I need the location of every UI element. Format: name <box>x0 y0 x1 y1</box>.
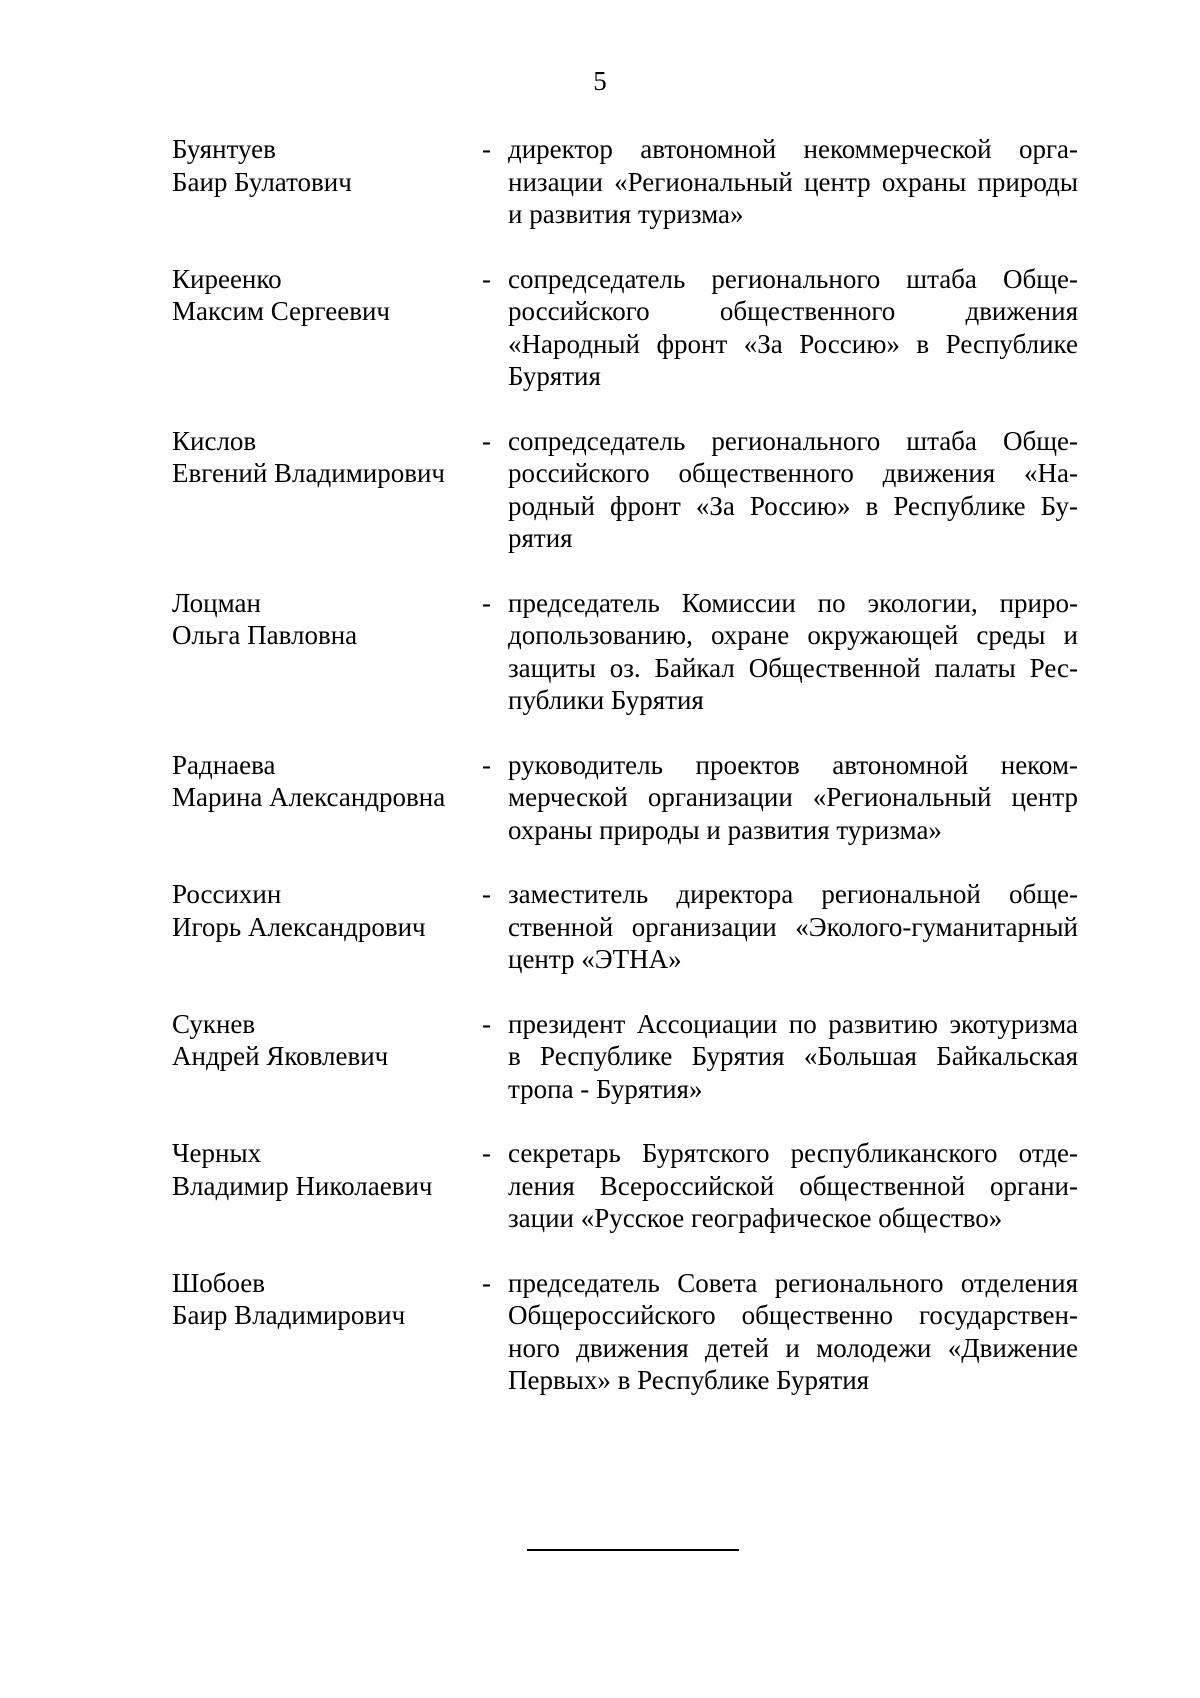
member-list <box>172 133 1078 1429</box>
dash-separator: - <box>482 425 491 456</box>
member-name <box>172 1008 482 1073</box>
member-name <box>172 587 482 652</box>
member-given-names: Максим Сергеевич <box>172 296 390 326</box>
member-description: руководитель проектов автономной некоммерческой организации «Региональный центр охраны природы и развития туризма» <box>508 749 1078 845</box>
dash-separator: - <box>482 1008 491 1039</box>
dash-separator: - <box>482 263 491 294</box>
member-surname: Россихин <box>172 879 282 909</box>
dash-separator: - <box>482 879 491 909</box>
member-entry <box>172 587 1078 717</box>
member-entry <box>172 133 1078 231</box>
end-of-document-rule <box>527 1549 739 1551</box>
dash-separator: - <box>482 1267 491 1298</box>
member-description: президент Ассоциации по развитию экотуризма в Республике Бурятия «Большая Байкальская тропа - Бурятия» <box>508 1008 1078 1104</box>
member-description: сопредседатель регионального штаба Общероссийского общественного движения «Народный фронт «За Россию» в Республике Бурятия <box>508 263 1078 391</box>
member-description: директор автономной некоммерческой организации «Региональный центр охраны природы и развития туризма» <box>508 134 1078 229</box>
member-given-names: Ольга Павловна <box>172 620 358 650</box>
member-name <box>172 133 482 198</box>
member-given-names: Владимир Николаевич <box>172 1170 433 1201</box>
member-surname: Киреенко <box>172 263 282 294</box>
dash-separator: - <box>482 587 491 618</box>
member-given-names: Андрей Яковлевич <box>172 1041 389 1071</box>
member-entry <box>172 1267 1078 1397</box>
member-name <box>172 878 482 943</box>
member-entry <box>172 425 1078 555</box>
member-name <box>172 1267 482 1332</box>
member-description: председатель Комиссии по экологии, природопользованию, охране окружающей среды и защиты оз. Байкал Общественной палаты Республики Бурятия <box>508 587 1078 715</box>
member-name <box>172 425 482 490</box>
member-description: сопредседатель регионального штаба Общероссийского общественного движения «Народный фронт «За Россию» в Республике Бурятия <box>508 425 1078 553</box>
member-given-names: Марина Александровна <box>172 782 446 812</box>
member-surname: Лоцман <box>172 587 261 618</box>
member-surname: Шобоев <box>172 1267 266 1298</box>
member-entry <box>172 263 1078 393</box>
member-given-names: Баир Владимирович <box>172 1300 406 1330</box>
member-entry <box>172 1137 1078 1235</box>
member-entry <box>172 878 1078 976</box>
member-given-names: Евгений Владимирович <box>172 458 446 488</box>
member-name <box>172 1137 482 1202</box>
member-description: председатель Совета регионального отделения Общероссийского общественно государственного движения детей и молодежи «Движение Первых» в Республике Бурятия <box>508 1267 1078 1395</box>
member-surname: Черных <box>172 1138 262 1168</box>
member-name <box>172 263 482 328</box>
member-entry <box>172 1008 1078 1106</box>
member-surname: Сукнев <box>172 1008 256 1039</box>
member-surname: Буянтуев <box>172 134 276 164</box>
member-name <box>172 749 482 814</box>
member-surname: Раднаева <box>172 749 276 780</box>
member-description: заместитель директора региональной общественной организации «Эколого-гуманитарный центр «ЭТНА» <box>508 879 1078 974</box>
dash-separator: - <box>482 1138 491 1168</box>
member-description: секретарь Бурятского республиканского отделения Всероссийской общественной организации «Русское географическое общество» <box>508 1138 1078 1233</box>
member-surname: Кислов <box>172 425 257 456</box>
member-given-names: Баир Булатович <box>172 166 352 197</box>
member-given-names: Игорь Александрович <box>172 911 426 942</box>
dash-separator: - <box>482 134 491 164</box>
member-entry <box>172 749 1078 847</box>
page-number: 5 <box>593 66 607 96</box>
dash-separator: - <box>482 749 491 780</box>
